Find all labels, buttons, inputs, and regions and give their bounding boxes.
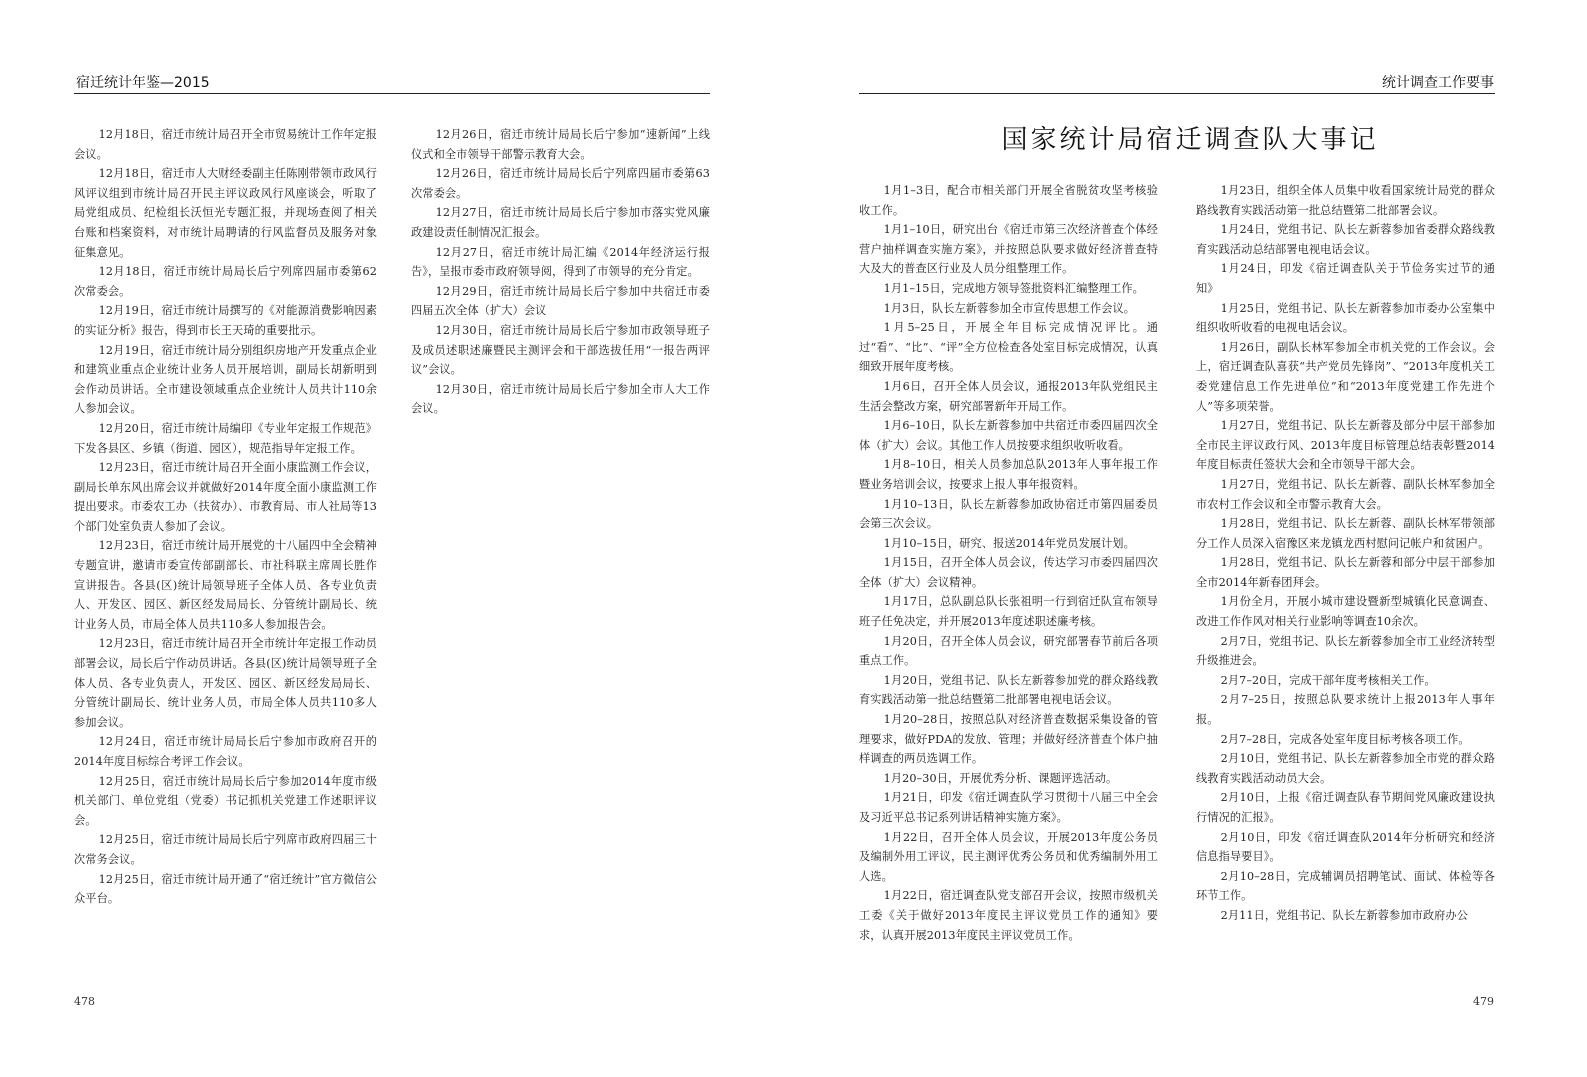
chronicle-entry: 1月17日，总队副总队长张祖明一行到宿迁队宣布领导班子任免决定，并开展2013年度述职述廉考核。 (859, 595, 1158, 629)
chronicle-entry: 1月3日，队长左新蓉参加全市宣传思想工作会议。 (883, 301, 1136, 315)
chronicle-entry: 1月28日，党组书记、队长左新蓉和部分中层干部参加全市2014年新春团拜会。 (1196, 556, 1495, 589)
chronicle-entry: 1月1–3日，配合市相关部门开展全省脱贫攻坚考核验收工作。 (859, 184, 1158, 217)
chronicle-entry: 1月6–10日，队长左新蓉参加中共宿迁市委四届四次全体（扩大）会议。其他工作人员按要求组织收听收看。 (859, 419, 1158, 452)
chronicle-entry: 1月26日，副队长林军参加全市机关党的工作会议。会上，宿迁调查队喜获“共产党员先锋岗”、“2013年度机关工委党建信息工作先进单位”和“2013年度党建工作先进个人”等多项荣誉。 (1196, 340, 1495, 413)
chronicle-entry: 12月30日，宿迁市统计局局长后宁参加市政领导班子及成员述职述廉暨民主测评会和干部选拔任用“一报告两评议”会议。 (411, 323, 710, 377)
chronicle-entry: 1月24日，党组书记、队长左新蓉参加省委群众路线教育实践活动总结部署电视电话会议。 (1196, 223, 1495, 256)
chronicle-entry: 12月18日，宿迁市统计局局长后宁列席四届市委第62次常委会。 (74, 265, 377, 298)
chronicle-entry: 12月19日，宿迁市统计局分别组织房地产开发重点企业和建筑业重点企业统计业务人员开展培训，副局长胡新明到会作动员讲话。全市建设领域重点企业统计人员共计110余人参加会议。 (74, 343, 377, 416)
chronicle-entry: 12月26日，宿迁市统计局局长后宁参加“速新闻”上线仪式和全市领导干部警示教育大会。 (411, 128, 710, 161)
chronicle-entry: 12月25日，宿迁市统计局局长后宁参加2014年度市级机关部门、单位党组（党委）书记抓机关党建工作述职评议会。 (74, 774, 377, 827)
right-column-1 (859, 181, 1158, 945)
chronicle-entry: 2月10日，印发《宿迁调查队2014年分析研究和经济信息指导要目》。 (1196, 830, 1495, 864)
left-running-head: 宿迁统计年鉴—2015 (76, 75, 210, 91)
chronicle-entry: 12月27日，宿迁市统计局汇编《2014年经济运行报告》，呈报市委市政府领导阅，得到了市领导的充分肯定。 (411, 245, 710, 279)
chronicle-entry: 12月18日，宿迁市统计局召开全市贸易统计工作年定报会议。 (74, 128, 377, 161)
chronicle-entry: 2月10日，党组书记、队长左新蓉参加全市党的群众路线教育实践活动动员大会。 (1196, 752, 1495, 785)
chronicle-entry: 12月26日，宿迁市统计局局长后宁列席四届市委第63次常委会。 (411, 167, 710, 200)
chronicle-entry: 1月20日，召开全体人员会议，研究部署春节前后各项重点工作。 (859, 634, 1158, 668)
chronicle-entry: 12月25日，宿迁市统计局开通了“宿迁统计”官方微信公众平台。 (74, 872, 377, 906)
chronicle-entry: 1月8–10日，相关人员参加总队2013年人事年报工作暨业务培训会议，按要求上报人事年报资料。 (859, 458, 1158, 491)
chronicle-entry: 1月23日，组织全体人员集中收看国家统计局党的群众路线教育实践活动第一批总结暨第二批部署会议。 (1196, 184, 1495, 217)
chronicle-entry: 1月27日，党组书记、队长左新蓉及部分中层干部参加全市民主评议政行风、2013年度目标管理总结表彰暨2014年度目标责任签状大会和全市领导干部大会。 (1196, 419, 1495, 472)
chronicle-entry: 2月10日，上报《宿迁调查队春节期间党风廉政建设执行情况的汇报》。 (1196, 791, 1495, 824)
chronicle-entry: 1月22日，宿迁调查队党支部召开会议，按照市级机关工委《关于做好2013年度民主评议党员工作的通知》要求，认真开展2013年度民主评议党员工作。 (859, 889, 1158, 942)
chronicle-entry: 12月29日，宿迁市统计局局长后宁参加中共宿迁市委四届五次全体（扩大）会议 (411, 284, 710, 318)
chronicle-entry: 2月7–28日，完成各处室年度目标考核各项工作。 (1220, 732, 1470, 746)
section-title: 国家统计局宿迁调查队大事记 (1001, 125, 1379, 155)
chronicle-entry: 1月10–15日，研究、报送2014年党员发展计划。 (883, 536, 1135, 550)
chronicle-entry: 2月7–20日，完成干部年度考核相关工作。 (1220, 673, 1436, 687)
chronicle-entry: 12月24日，宿迁市统计局局长后宁参加市政府召开的2014年度目标综合考评工作会议。 (74, 735, 377, 768)
chronicle-entry: 2月11日，党组书记、队长左新蓉参加市政府办公 (1220, 908, 1469, 922)
chronicle-entry: 1月6日，召开全体人员会议，通报2013年队党组民主生活会整改方案，研究部署新年开局工作。 (859, 379, 1158, 413)
chronicle-entry: 12月25日，宿迁市统计局局长后宁列席市政府四届三十次常务会议。 (74, 833, 377, 866)
chronicle-entry: 12月23日，宿迁市统计局开展党的十八届四中全会精神专题宣讲，邀请市委宣传部副部长、市社科联主席周长胜作宣讲报告。各县(区)统计局领导班子全体人员、各专业负责人、开发区、园区、新区经发局局长、分管统计副局长、统计业务人员，市局全体人员共110多人参加报告会。 (74, 539, 377, 631)
chronicle-entry: 1月24日，印发《宿迁调查队关于节俭务实过节的通知》 (1196, 262, 1495, 295)
chronicle-entry: 1月1–15日，完成地方领导签批资料汇编整理工作。 (883, 281, 1144, 295)
chronicle-entry: 12月27日，宿迁市统计局局长后宁参加市落实党风廉政建设责任制情况汇报会。 (411, 206, 710, 239)
chronicle-entry: 1月10–13日，队长左新蓉参加政协宿迁市第四届委员会第三次会议。 (859, 497, 1158, 531)
right-header-rule (859, 93, 1495, 94)
chronicle-entry: 2月7–25日，按照总队要求统计上报2013年人事年报。 (1196, 693, 1495, 727)
chronicle-entry: 12月23日，宿迁市统计局召开全市统计年定报工作动员部署会议，局长后宁作动员讲话。各县(区)统计局领导班子全体人员、各专业负责人，开发区、园区、新区经发局局长、分管统计副局长、统计业务人员，市局全体人员共110多人参加会议。 (74, 637, 377, 729)
chronicle-entry: 1月1–10日，研究出台《宿迁市第三次经济普查个体经营户抽样调查实施方案》，并按照总队要求做好经济普查特大及大的普查区行业及人员分组整理工作。 (859, 223, 1158, 276)
right-page (800, 0, 1587, 1077)
left-page-number: 478 (74, 995, 95, 1008)
chronicle-entry: 1月份全月，开展小城市建设暨新型城镇化民意调查、改进工作作风对相关行业影响等调查10余次。 (1196, 595, 1495, 629)
chronicle-entry: 1月28日，党组书记、队长左新蓉、副队长林军带领部分工作人员深入宿豫区来龙镇龙西村慰问记帐户和贫困户。 (1196, 517, 1495, 550)
chronicle-entry: 1月20–30日，开展优秀分析、课题评选活动。 (883, 771, 1118, 785)
right-column-2 (1196, 181, 1495, 926)
chronicle-entry: 12月20日，宿迁市统计局编印《专业年定报工作规范》下发各县区、乡镇（街道、园区），规范指导年定报工作。 (74, 421, 377, 455)
chronicle-entry: 1月15日，召开全体人员会议，传达学习市委四届四次全体（扩大）会议精神。 (859, 556, 1158, 589)
chronicle-entry: 2月10–28日，完成辅调员招聘笔试、面试、体检等各环节工作。 (1196, 869, 1495, 903)
chronicle-entry: 12月18日，宿迁市人大财经委副主任陈刚带领市政风行风评议组到市统计局召开民主评议政风行风座谈会，听取了局党组成员、纪检组长沃恒光专题汇报，并现场查阅了相关台账和档案资料，对市统计局聘请的行风监督员及服务对象征集意见。 (74, 167, 377, 259)
chronicle-entry: 1月20日，党组书记、队长左新蓉参加党的群众路线教育实践活动第一批总结暨第二批部署电视电话会议。 (859, 673, 1158, 707)
chronicle-entry: 1月25日，党组书记、队长左新蓉参加市委办公室集中组织收听收看的电视电话会议。 (1196, 301, 1495, 335)
right-running-head: 统计调查工作要事 (1382, 75, 1494, 91)
chronicle-entry: 1月21日，印发《宿迁调查队学习贯彻十八届三中全会及习近平总书记系列讲话精神实施方案》。 (859, 791, 1158, 824)
chronicle-entry: 12月30日，宿迁市统计局局长后宁参加全市人大工作会议。 (411, 382, 710, 416)
right-page-number: 479 (1473, 995, 1494, 1008)
chronicle-entry: 12月19日，宿迁市统计局撰写的《对能源消费影响因素的实证分析》报告，得到市长王天琦的重要批示。 (74, 304, 377, 337)
left-page (0, 0, 780, 1077)
chronicle-entry: 12月23日，宿迁市统计局召开全面小康监测工作会议，副局长单东风出席会议并就做好2014年度全面小康监测工作提出要求。市委农工办（扶贫办）、市教育局、市人社局等13个部门处室负责人参加了会议。 (74, 461, 377, 533)
chronicle-entry: 1月27日，党组书记、队长左新蓉、副队长林军参加全市农村工作会议和全市警示教育大会。 (1196, 477, 1495, 511)
left-column-2 (411, 125, 710, 419)
chronicle-entry: 1月20–28日，按照总队对经济普查数据采集设备的管理要求，做好PDA的发放、管理；并做好经济普查个体户抽样调查的两员选调工作。 (859, 713, 1158, 766)
chronicle-entry: 1月5–25日，开展全年目标完成情况评比。通过“看”、“比”、“评”全方位检查各处室目标完成情况，认真细致开展年度考核。 (859, 321, 1158, 374)
left-header-rule (74, 93, 710, 94)
left-column-1 (74, 125, 377, 909)
chronicle-entry: 1月22日，召开全体人员会议，开展2013年度公务员及编制外用工评议，民主测评优秀公务员和优秀编制外用工人选。 (859, 830, 1158, 883)
chronicle-entry: 2月7日，党组书记、队长左新蓉参加全市工业经济转型升级推进会。 (1196, 634, 1495, 668)
